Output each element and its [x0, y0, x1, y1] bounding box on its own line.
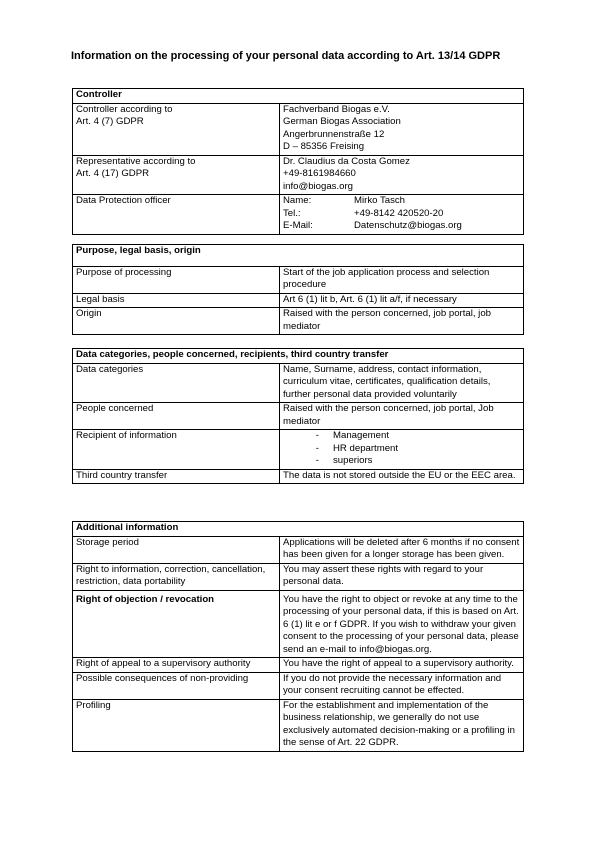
controller-value	[280, 103, 524, 155]
controller-street: Angerbrunnenstraße 12	[283, 128, 385, 140]
purpose-label: Purpose of processing	[73, 266, 280, 293]
objection-label: Right of objection / revocation	[73, 590, 280, 658]
dpo-tel-key: Tel.:	[283, 207, 301, 219]
additional-info-heading: Additional information	[73, 522, 524, 537]
table-row	[73, 672, 524, 699]
storage-period-label: Storage period	[73, 536, 280, 563]
table-row	[73, 103, 524, 155]
origin-label: Origin	[73, 308, 280, 335]
document-title: Information on the processing of your personal data according to Art. 13/14 GDPR	[71, 50, 501, 62]
controller-city: D – 85356 Freising	[283, 141, 365, 152]
dash-bullet: -	[315, 455, 319, 466]
table-row	[73, 293, 524, 308]
controller-name-en: German Biogas Association	[283, 116, 401, 127]
purpose-value: Start of the job application process and selection procedure	[280, 266, 524, 293]
objection-value: You have the right to object or revoke at any time to the processing of your personal data, if this is based on Art. 6 (1) lit e or f GDPR. If you wish to withdraw your given consent to the processing of your personal data, please send an e-mail to info@biogas.org.	[280, 590, 524, 658]
dpo-phone: +49-8142 420520-20	[354, 207, 444, 219]
dash-bullet: -	[315, 442, 319, 454]
representative-label-line: Representative according to	[76, 155, 196, 167]
dash-bullet: -	[315, 430, 319, 441]
recipient-label: Recipient of information	[73, 430, 280, 470]
dpo-email[interactable]: Datenschutz@biogas.org	[354, 220, 462, 231]
table-row	[73, 155, 524, 195]
appeal-label: Right of appeal to a supervisory authority	[73, 658, 280, 673]
controller-name: Fachverband Biogas e.V.	[283, 103, 390, 115]
dpo-label: Data Protection officer	[73, 195, 280, 235]
table-row	[73, 266, 524, 293]
representative-phone: +49-8161984660	[283, 168, 356, 179]
third-country-label: Third country transfer	[73, 469, 280, 484]
data-categories-value: Name, Surname, address, contact information, curriculum vitae, certificates, qualification details, further personal data provided voluntarily	[280, 363, 524, 403]
table-row	[73, 469, 524, 484]
dpo-name: Mirko Tasch	[354, 195, 406, 206]
recipient-value	[280, 430, 524, 470]
recipient-hr: HR department	[333, 442, 399, 454]
controller-table	[72, 88, 524, 235]
recipient-superiors: superiors	[333, 455, 373, 466]
list-item	[283, 443, 520, 456]
table-row	[73, 699, 524, 751]
purpose-table	[72, 244, 524, 335]
dpo-mail-key: E-Mail:	[283, 220, 313, 231]
additional-info-table	[72, 521, 524, 752]
legal-basis-label: Legal basis	[73, 293, 280, 308]
origin-value: Raised with the person concerned, job portal, job mediator	[280, 308, 524, 335]
representative-name: Dr. Claudius da Costa Gomez	[283, 155, 410, 167]
representative-label	[73, 155, 280, 195]
data-categories-table	[72, 348, 524, 484]
controller-label	[73, 103, 280, 155]
people-concerned-value: Raised with the person concerned, job portal, Job mediator	[280, 403, 524, 430]
table-row	[73, 308, 524, 335]
representative-label-line: Art. 4 (17) GDPR	[76, 168, 150, 179]
table-row	[73, 536, 524, 563]
people-concerned-label: People concerned	[73, 403, 280, 430]
rights-value: You may assert these rights with regard to your personal data.	[280, 563, 524, 590]
list-item	[283, 430, 520, 443]
controller-heading: Controller	[73, 89, 524, 104]
table-row	[73, 403, 524, 430]
profiling-value: For the establishment and implementation of the business relationship, we generally do not use exclusively automated decision-making or a profiling in the sense of Art. 22 GDPR.	[280, 699, 524, 751]
dpo-name-key: Name:	[283, 195, 312, 206]
controller-label-line: Controller according to	[76, 103, 173, 115]
third-country-value: The data is not stored outside the EU or the EEC area.	[280, 469, 524, 484]
appeal-value: You have the right of appeal to a supervisory authority.	[280, 658, 524, 673]
purpose-heading: Purpose, legal basis, origin	[73, 245, 524, 267]
recipient-list	[283, 430, 520, 468]
consequences-value: If you do not provide the necessary information and your consent recruiting cannot be effected.	[280, 672, 524, 699]
list-item	[283, 455, 520, 468]
data-categories-label: Data categories	[73, 363, 280, 403]
rights-label: Right to information, correction, cancellation, restriction, data portability	[73, 563, 280, 590]
data-categories-heading: Data categories, people concerned, recipients, third country transfer	[73, 349, 524, 364]
table-row	[73, 590, 524, 658]
storage-period-value: Applications will be deleted after 6 months if no consent has been given for a longer storage has been given.	[280, 536, 524, 563]
representative-value	[280, 155, 524, 195]
controller-label-line: Art. 4 (7) GDPR	[76, 116, 144, 127]
table-row	[73, 430, 524, 470]
dpo-value	[280, 195, 524, 235]
table-row	[73, 363, 524, 403]
consequences-label: Possible consequences of non-providing	[73, 672, 280, 699]
legal-basis-value: Art 6 (1) lit b, Art. 6 (1) lit a/f, if necessary	[280, 293, 524, 308]
table-row	[73, 658, 524, 673]
table-row	[73, 563, 524, 590]
profiling-label: Profiling	[73, 699, 280, 751]
table-row	[73, 195, 524, 235]
recipient-management: Management	[333, 430, 389, 441]
representative-email[interactable]: info@biogas.org	[283, 180, 354, 192]
